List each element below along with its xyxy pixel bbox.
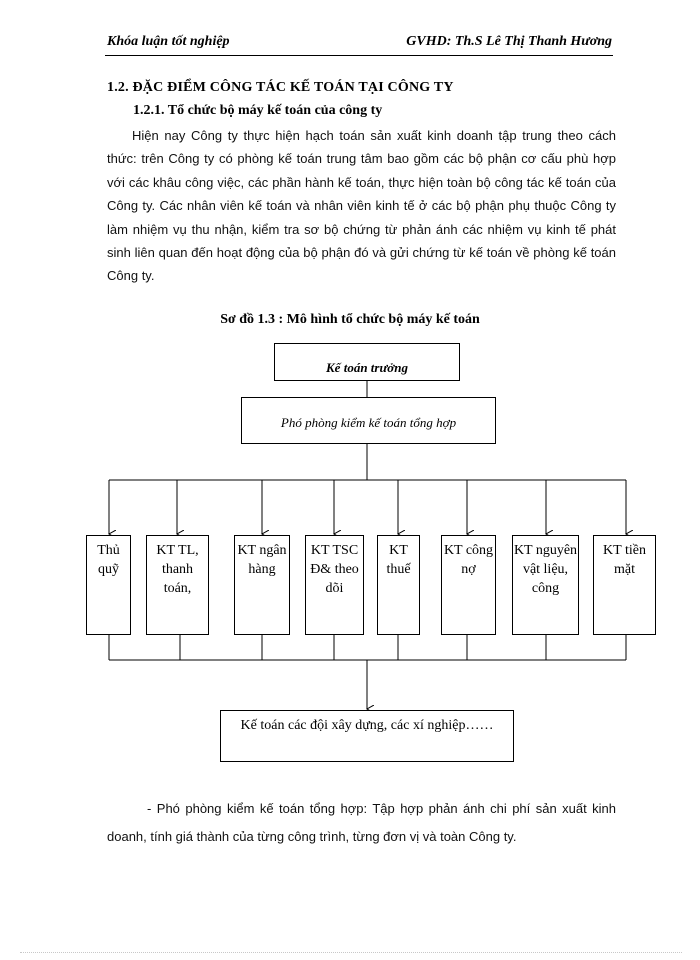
- node-dept-kt-ngan-hang: KT ngân hàng: [234, 535, 290, 635]
- note-paragraph: - Phó phòng kiểm kế toán tổng hợp: Tập hợp phản ánh chi phí sản xuất kinh doanh, tính giá thành của từng công trình, từng đơn vị và toàn Công ty.: [107, 801, 616, 844]
- node-team-accountants: Kế toán các đội xây dựng, các xí nghiệp……: [220, 710, 514, 762]
- node-deputy-head: Phó phòng kiểm kế toán tổng hợp: [241, 397, 496, 444]
- node-dept-kt-tien-mat: KT tiền mặt: [593, 535, 656, 635]
- section-subtitle: 1.2.1. Tổ chức bộ máy kế toán của công ty: [133, 103, 383, 118]
- body-paragraph: Hiện nay Công ty thực hiện hạch toán sản xuất kinh doanh tập trung theo cách thức: trên Công ty có phòng kế toán trung tâm bao gồm các bộ phận cơ cấu phù hợp với các khâu công việc, các phần hành kế toán, thực hiện toàn bộ công tác kế toán của Công ty. Các nhân viên kế toán và nhân viên kinh tế ở các bộ phận phụ thuộc Công ty làm nhiệm vụ thu nhận, kiểm tra sơ bộ chứng từ phản ánh các nhiệm vụ kinh tế phát sinh liên quan đến hoạt động của bộ phận đó và gửi chứng từ kế toán về phòng kế toán Công ty.: [107, 128, 616, 284]
- header-right: GVHD: Th.S Lê Thị Thanh Hương: [406, 34, 612, 49]
- node-dept-kt-tl: KT TL, thanh toán,: [146, 535, 209, 635]
- node-dept-kt-nguyen-vat-lieu: KT nguyên vật liệu, công: [512, 535, 579, 635]
- node-chief-accountant: Kế toán trưởng: [274, 343, 460, 381]
- node-dept-kt-thue: KT thuế: [377, 535, 420, 635]
- node-dept-kt-tsc: KT TSC Đ& theo dõi: [305, 535, 364, 635]
- footer-divider: [20, 952, 682, 953]
- diagram-caption: Sơ đồ 1.3 : Mô hình tổ chức bộ máy kế toán: [220, 312, 480, 327]
- section-title: 1.2. ĐẶC ĐIỂM CÔNG TÁC KẾ TOÁN TẠI CÔNG TY: [107, 80, 454, 95]
- header-left: Khóa luận tốt nghiệp: [107, 34, 230, 49]
- node-dept-kt-cong-no: KT công nợ: [441, 535, 496, 635]
- node-dept-thu-quy: Thủ quỹ: [86, 535, 131, 635]
